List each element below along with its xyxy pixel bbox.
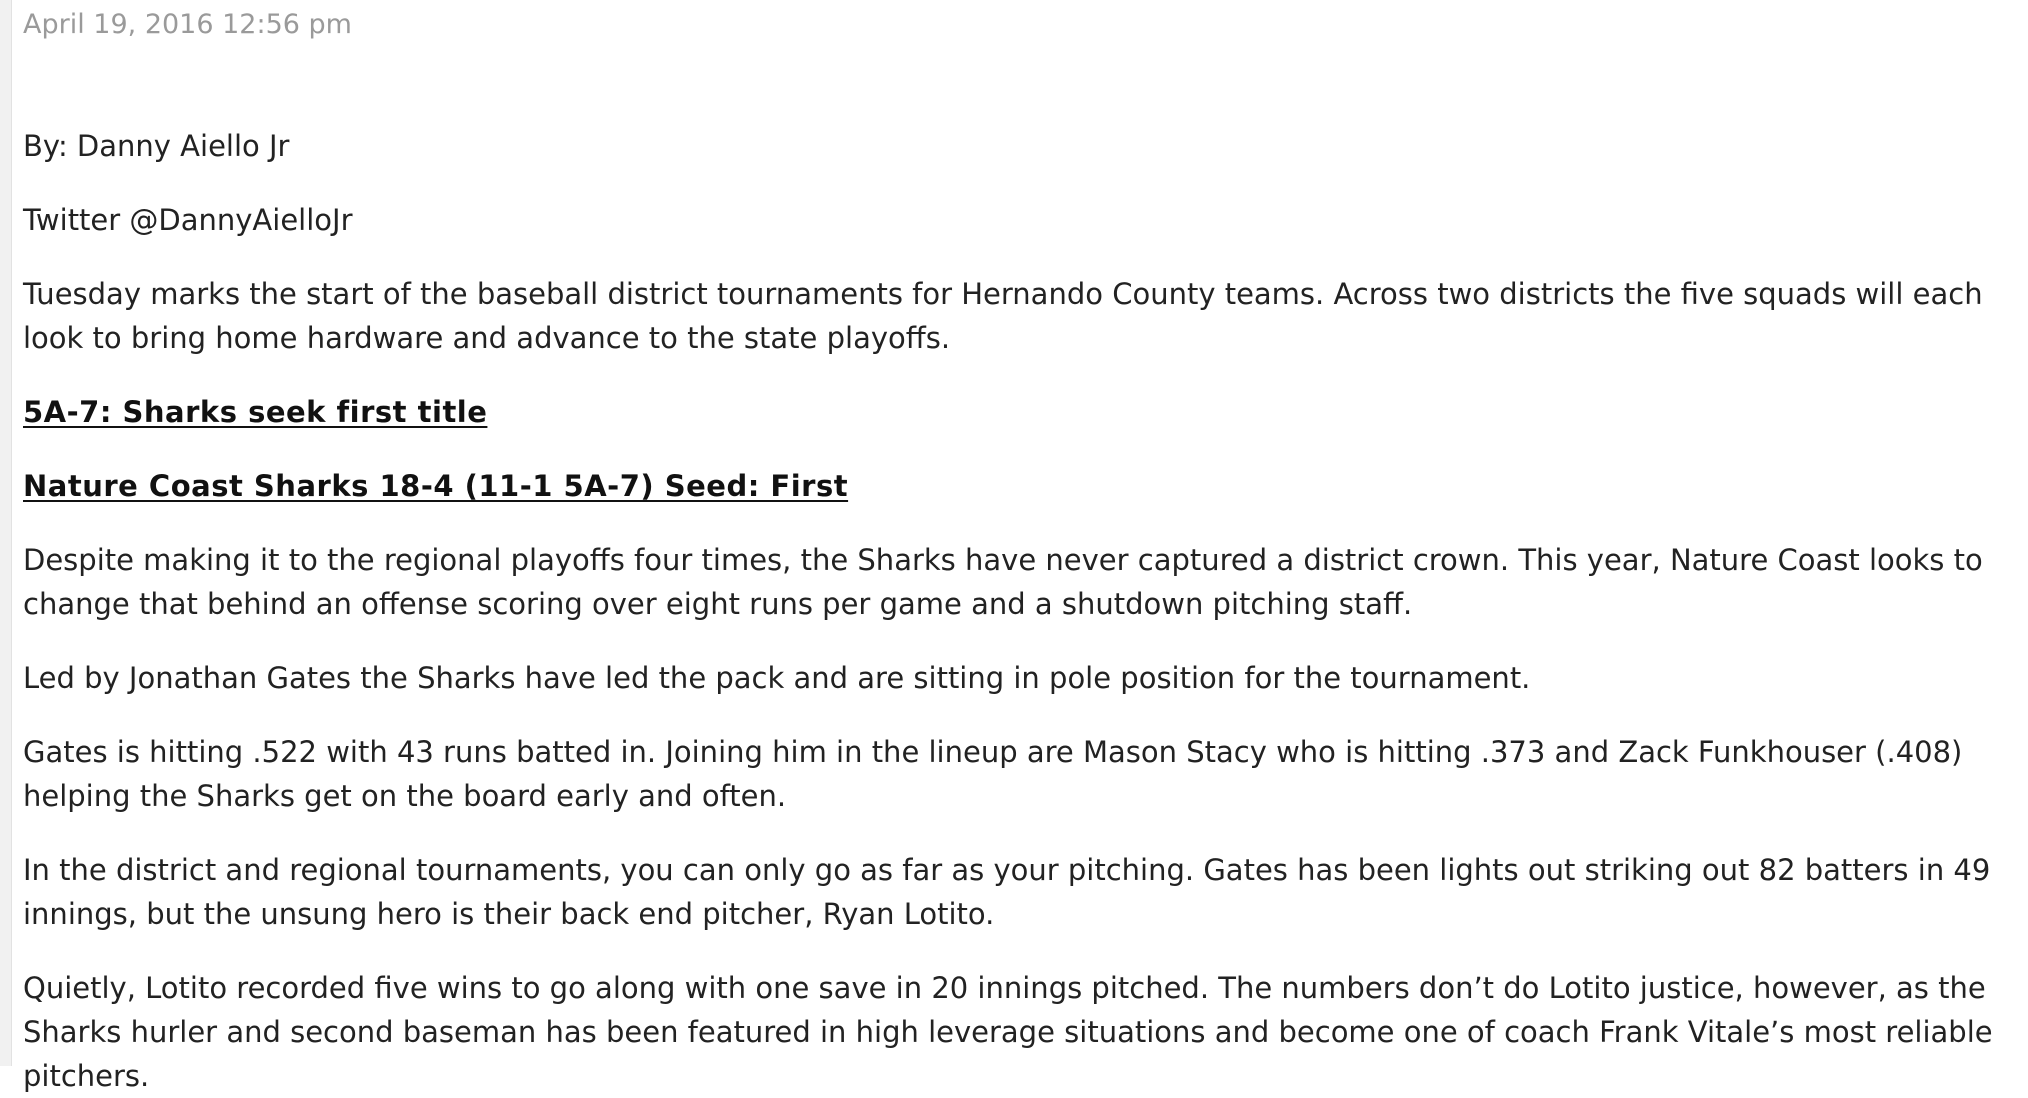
section-heading: 5A-7: Sharks seek first title [23, 395, 488, 429]
intro-paragraph: Tuesday marks the start of the baseball district tournaments for Hernando County teams. Across two districts the five squads will each look to bring home hardware and advance to the state playoffs. [23, 277, 1983, 355]
author-byline: By: Danny Aiello Jr [23, 129, 290, 163]
author-twitter: Twitter @DannyAielloJr [23, 203, 353, 237]
paragraph-1: Despite making it to the regional playoffs four times, the Sharks have never captured a district crown. This year, Nature Coast looks to change that behind an offense scoring over eight runs per game and a shutdown pitching staff. [23, 543, 1983, 621]
article-body [23, 0, 2013, 1098]
paragraph-4: In the district and regional tournaments, you can only go as far as your pitching. Gates has been lights out striking out 82 batters in 49 innings, but the unsung hero is their back end pitcher, Ryan Lotito. [23, 853, 1991, 931]
left-sidebar-edge [0, 0, 12, 1066]
team-heading: Nature Coast Sharks 18-4 (11-1 5A-7) Seed: First [23, 469, 849, 503]
paragraph-3: Gates is hitting .522 with 43 runs batted in. Joining him in the lineup are Mason Stacy who is hitting .373 and Zack Funkhouser (.408) helping the Sharks get on the board early and often. [23, 735, 1963, 813]
paragraph-2: Led by Jonathan Gates the Sharks have led the pack and are sitting in pole position for the tournament. [23, 661, 1531, 695]
paragraph-5: Quietly, Lotito recorded five wins to go along with one save in 20 innings pitched. The numbers don’t do Lotito justice, however, as the Sharks hurler and second baseman has been featured in high leverage situations and become one of coach Frank Vitale’s most reliable pitchers. [23, 971, 1993, 1093]
post-date: April 19, 2016 12:56 pm [23, 9, 352, 40]
